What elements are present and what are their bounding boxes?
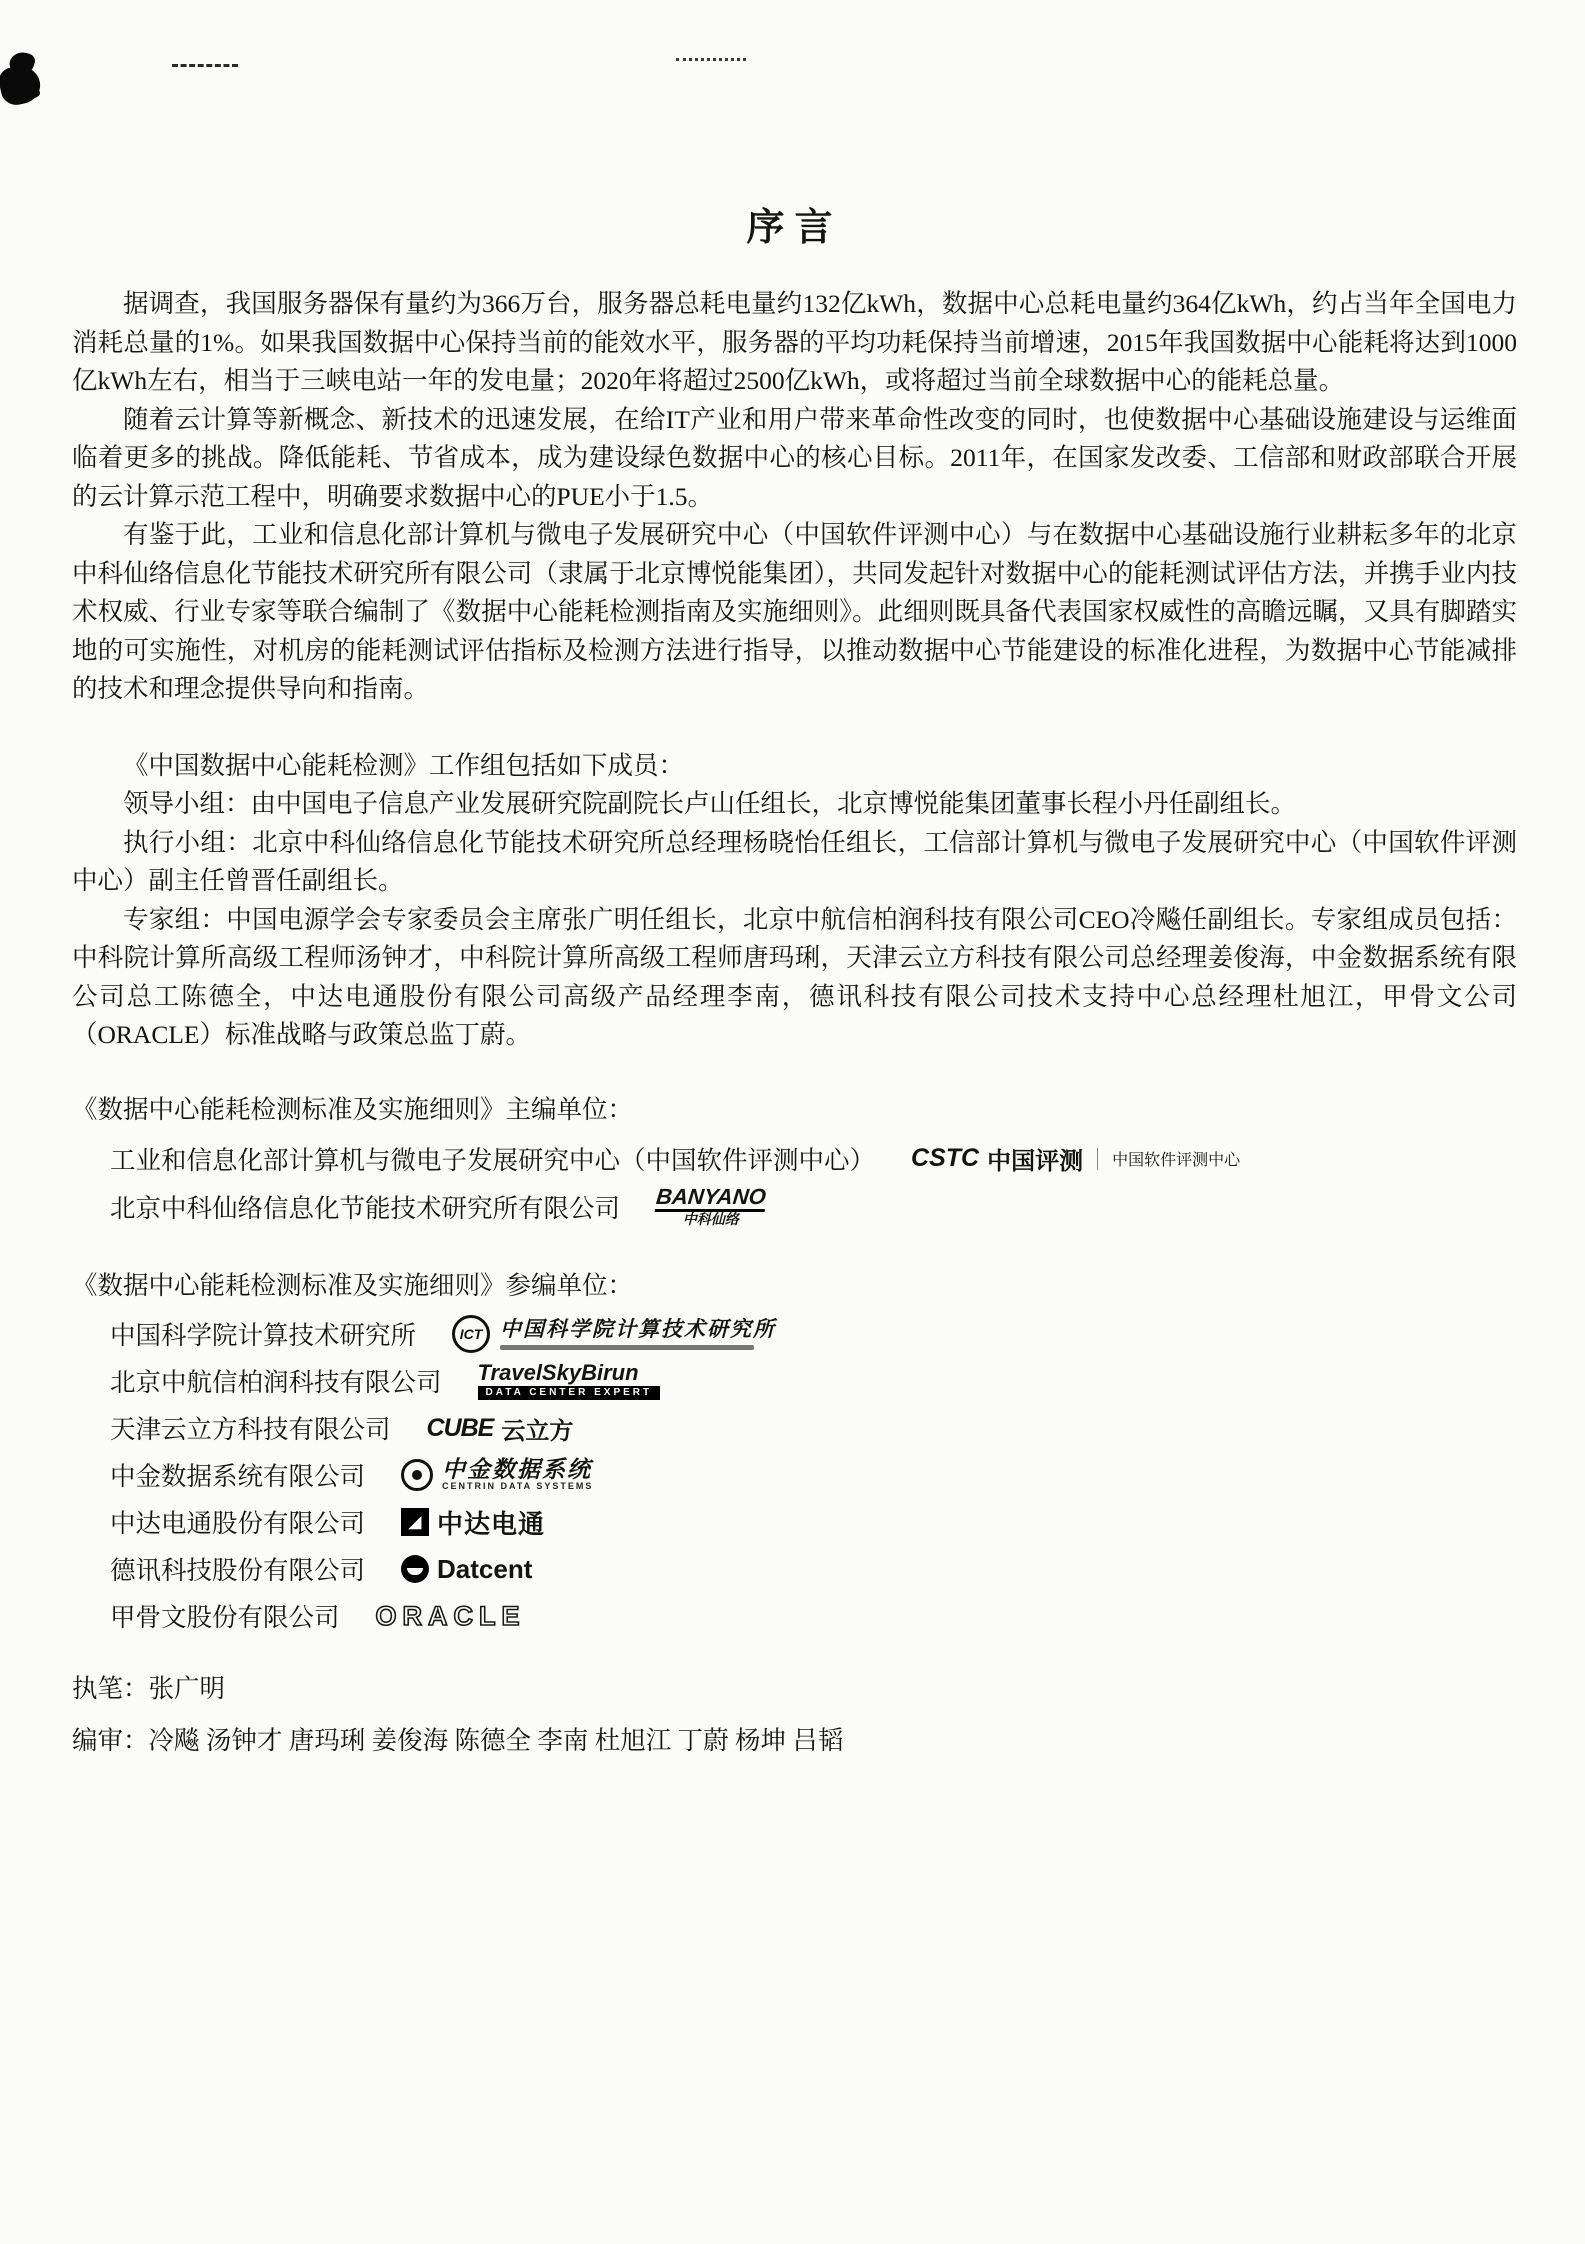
centrin-logo-text <box>442 1458 593 1492</box>
participant-row <box>110 1499 1517 1546</box>
participant-row <box>110 1452 1517 1499</box>
paragraph-2: 随着云计算等新概念、新技术的迅速发展，在给IT产业和用户带来革命性改变的同时，也使数据中心基础设施建设与运维面临着更多的挑战。降低能耗、节省成本，成为建设绿色数据中心的核心目标。2011年，在国家发改委、工信部和财政部联合开展的云计算示范工程中，明确要求数据中心的PUE小于1.5。 <box>72 404 1517 511</box>
delta-mark-icon: ◢ <box>401 1508 429 1536</box>
cstc-subtext: 中国软件评测中心 <box>1112 1152 1241 1169</box>
cube-wordmark-icon: CUBE <box>426 1413 494 1442</box>
participants-section <box>72 1267 1517 1640</box>
unit-name: 中国科学院计算技术研究所 <box>110 1321 417 1350</box>
workgroup-section <box>72 747 1517 1055</box>
paragraph-3: 有鉴于此，工业和信息化部计算机与微电子发展研究中心（中国软件评测中心）与在数据中心基础设施行业耕耘多年的北京中科仙络信息化节能技术研究所有限公司（隶属于北京博悦能集团），共同发起针对数据中心的能耗测试评估方法，并携手业内技术权威、行业专家等联合编制了《数据中心能耗检测指南及实施细则》。此细则既具备代表国家权威性的高瞻远瞩，又具有脚踏实地的可实施性，对机房的能耗测试评估指标及检测方法进行指导，以推动数据中心节能建设的标准化进程，为数据中心节能减排的技术和理念提供导向和指南。 <box>72 520 1517 703</box>
body-text <box>72 285 1517 709</box>
unit-name: 天津云立方科技有限公司 <box>110 1415 391 1444</box>
ict-logo <box>452 1315 776 1353</box>
participant-row <box>110 1405 1517 1452</box>
delta-cn-text: 中达电通 <box>437 1508 546 1539</box>
participant-row <box>110 1593 1517 1640</box>
scan-smudge-icon <box>0 62 44 107</box>
cstc-logo <box>911 1141 1240 1176</box>
cstc-wordmark-icon: CSTC <box>911 1144 980 1172</box>
travelskybirun-tagline: DATA CENTER EXPERT <box>478 1386 661 1400</box>
workgroup-exec-group: 执行小组：北京中科仙络信息化节能技术研究所总经理杨晓怡任组长，工信部计算机与微电子发展研究中心（中国软件评测中心）副主任曾晋任副组长。 <box>72 827 1517 895</box>
banyano-logo <box>654 1183 768 1228</box>
divider <box>1097 1148 1098 1170</box>
ict-cn-text: 中国科学院计算技术研究所 <box>500 1317 777 1342</box>
cube-cn-text: 云立方 <box>501 1418 574 1445</box>
cube-logo <box>427 1411 574 1446</box>
scan-smudge-icon <box>26 88 40 98</box>
chief-editors-section <box>72 1091 1517 1231</box>
unit-name: 北京中航信柏润科技有限公司 <box>110 1368 442 1397</box>
datcent-swirl-icon <box>407 1568 423 1575</box>
banyano-wordmark-icon: BANYANO <box>655 1186 767 1212</box>
chief-editor-row <box>110 1135 1517 1183</box>
banyano-subtext: 中科仙络 <box>682 1212 739 1228</box>
unit-name: 德讯科技股份有限公司 <box>110 1556 366 1585</box>
unit-name: 北京中科仙络信息化节能技术研究所有限公司 <box>110 1193 621 1223</box>
unit-name: 工业和信息化部计算机与微电子发展研究中心（中国软件评测中心） <box>110 1145 876 1175</box>
footer <box>72 1670 1517 1760</box>
datcent-mark-icon <box>401 1555 429 1583</box>
centrin-subtext: CENTRIN DATA SYSTEMS <box>442 1481 594 1492</box>
ict-logo-text <box>500 1318 776 1349</box>
paragraph-1: 据调查，我国服务器保有量约为366万台，服务器总耗电量约132亿kWh，数据中心总耗电量约364亿kWh，约占当年全国电力消耗总量的1%。如果我国数据中心保持当前的能效水平，服务器的平均功耗保持当前增速，2015年我国数据中心能耗将达到1000亿kWh左右，相当于三峡电站一年的发电量；2020年将超过2500亿kWh，或将超过当前全球数据中心的能耗总量。 <box>72 289 1517 395</box>
chief-editors-list <box>72 1135 1517 1231</box>
participant-row <box>110 1358 1517 1405</box>
centrin-cn-text: 中金数据系统 <box>442 1457 593 1483</box>
participant-row <box>110 1311 1517 1358</box>
page-title: 序言 <box>746 207 843 249</box>
document-content <box>72 0 1517 1760</box>
chief-editors-heading: 《数据中心能耗检测标准及实施细则》主编单位： <box>72 1094 634 1124</box>
ict-smallprint-bar <box>500 1345 754 1350</box>
cstc-cn-text: 中国评测 <box>987 1149 1084 1175</box>
participants-list <box>72 1311 1517 1640</box>
chief-editor-row <box>110 1183 1517 1231</box>
travelskybirun-wordmark-icon: TravelSkyBirun <box>477 1360 639 1385</box>
unit-name: 甲骨文股份有限公司 <box>110 1603 340 1632</box>
centrin-logo <box>401 1458 593 1492</box>
oracle-logo <box>376 1601 526 1632</box>
unit-name: 中达电通股份有限公司 <box>110 1509 366 1538</box>
participants-heading: 《数据中心能耗检测标准及实施细则》参编单位： <box>72 1270 634 1300</box>
ict-circle-icon: ICT <box>452 1315 490 1353</box>
delta-logo <box>401 1504 545 1541</box>
workgroup-intro: 《中国数据中心能耗检测》工作组包括如下成员： <box>123 750 685 780</box>
unit-name: 中金数据系统有限公司 <box>110 1462 366 1491</box>
datcent-logo <box>401 1554 532 1585</box>
oracle-wordmark: ORACLE <box>375 1600 526 1631</box>
writer-line: 执笔：张广明 <box>72 1673 226 1703</box>
workgroup-lead-group: 领导小组：由中国电子信息产业发展研究院副院长卢山任组长，北京博悦能集团董事长程小丹任副组长。 <box>123 789 1297 818</box>
centrin-circle-icon <box>401 1459 433 1491</box>
travelskybirun-logo <box>478 1362 661 1400</box>
centrin-dot-icon <box>412 1470 422 1480</box>
reviewers-line: 编审：冷飚 汤钟才 唐玛琍 姜俊海 陈德全 李南 杜旭江 丁蔚 杨坤 吕韬 <box>72 1725 844 1755</box>
participant-row <box>110 1546 1517 1593</box>
workgroup-expert-group: 专家组：中国电源学会专家委员会主席张广明任组长，北京中航信柏润科技有限公司CEO冷飚任副组长。专家组成员包括：中科院计算所高级工程师汤钟才，中科院计算所高级工程师唐玛琍，天津云立方科技有限公司总经理姜俊海，中金数据系统有限公司总工陈德全，中达电通股份有限公司高级产品经理李南，德讯科技有限公司技术支持中心总经理杜旭江，甲骨文公司（ORACLE）标准战略与政策总监丁蔚。 <box>72 904 1517 1049</box>
datcent-wordmark: Datcent <box>437 1553 533 1584</box>
